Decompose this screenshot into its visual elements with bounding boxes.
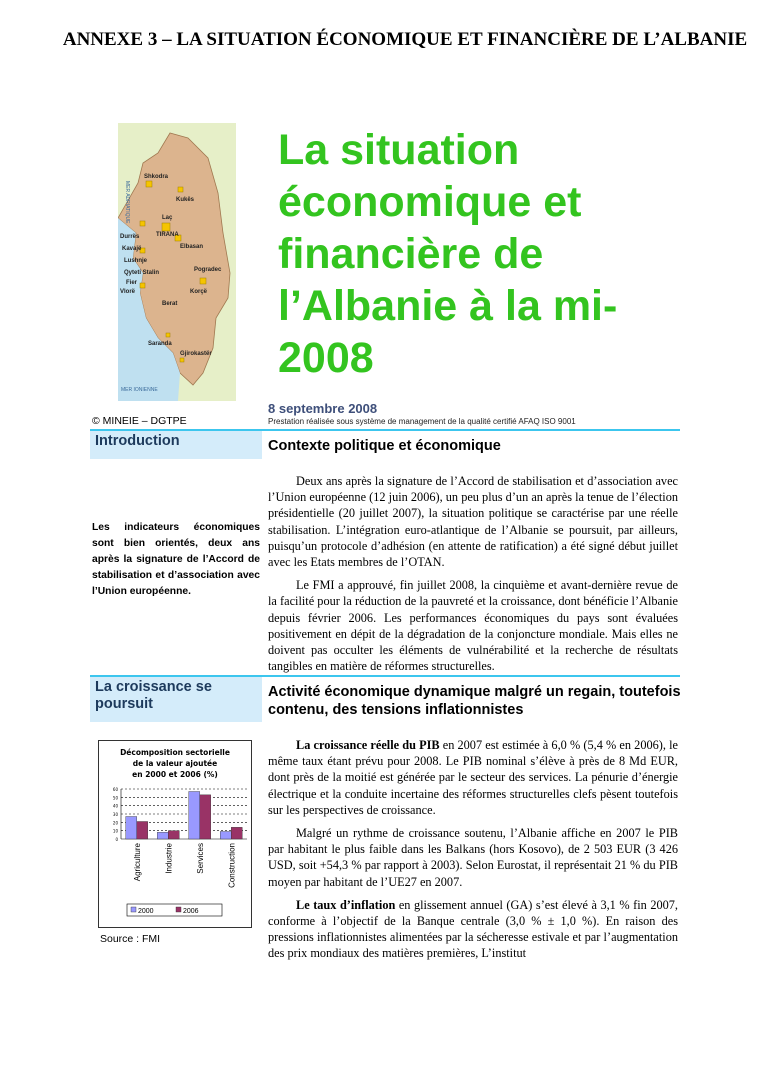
bold-term: La croissance réelle du PIB [296, 738, 440, 752]
section-body [268, 473, 678, 681]
map-label: Shkodra [144, 174, 169, 180]
albania-map [118, 123, 236, 401]
legend-label: 2000 [138, 908, 154, 915]
bold-term: Le taux d’inflation [296, 897, 396, 912]
y-tick-label: 10 [112, 828, 118, 834]
chart-title-line: de la valeur ajoutée [132, 759, 218, 768]
map-label: Korçë [190, 289, 208, 295]
map-label: Gjirokastër [180, 351, 212, 357]
x-tick-label: Industrie [164, 843, 174, 874]
certification-note: Prestation réalisée sous système de management de la qualité certifié AFAQ ISO 9001 [268, 417, 576, 426]
bar-2000-industrie [157, 832, 168, 839]
paragraph: Le FMI a approuvé, fin juillet 2008, la cinquième et avant-dernière revue de la facilité pour la réduction de la pauvreté et la croissance, dont bénéficie l’Albanie depuis février 2006. Les performances économiques du pays sont évaluées positivement en dépit de la dégradation de la conjoncture mondiale. Mais elles ne doivent pas occulter les éléments de vulnérabilité et la recherche de résultats tangibles en matière de réformes structurelles. [268, 578, 678, 674]
map-label-sea: MER ADRIATIQUE [124, 181, 130, 224]
map-label: Vlorë [120, 289, 136, 295]
bar-2006-services [200, 795, 211, 839]
main-title: La situation économique et financière de l’Albanie à la mi-2008 [278, 126, 618, 382]
map-label: Laç [162, 215, 173, 221]
section-heading: Activité économique dynamique malgré un regain, toutefois contenu, des tensions inflationnistes [268, 684, 681, 718]
map-label: Fier [126, 280, 138, 286]
section-heading: Contexte politique et économique [268, 438, 501, 454]
bar-2000-services [189, 792, 200, 840]
sidenote: Les indicateurs économiques sont bien orientés, deux ans après la signature de l’Accord de stabilisation et d’association avec l’Union européenne. [92, 522, 260, 597]
chart-svg [99, 741, 251, 927]
map-label: TIRANA [156, 232, 179, 238]
y-tick-label: 50 [112, 795, 118, 801]
map-label: Berat [162, 301, 178, 307]
section-label-introduction: Introduction [90, 431, 262, 459]
paragraph [268, 737, 678, 818]
bar-2000-agriculture [126, 817, 137, 840]
paragraph [268, 897, 678, 962]
x-tick-label: Construction [227, 843, 237, 888]
map-label: Qyteti Stalin [124, 270, 160, 276]
y-tick-label: 0 [115, 837, 118, 842]
legend-label: 2006 [183, 908, 199, 915]
map-label: Elbasan [180, 244, 204, 250]
y-tick-label: 30 [112, 812, 118, 817]
chart-title-line: en 2000 et 2006 (%) [132, 770, 218, 779]
paragraph-text: en 2007 est estimée à 6,0 % (5,4 % en 2006), le même taux étant prévu pour 2008. Le PIB nominal s’élève à près de 8 Md EUR, dont près de la moitié est générée par le secteur des services. La pénurie d’énergie électrique et la conduite incertaine des réformes structurelles clefs pèsent toutefois sur les perspectives de croissance. [268, 738, 678, 817]
map-label: Lushnje [124, 258, 148, 264]
annex-title: ANNEXE 3 – LA SITUATION ÉCONOMIQUE ET FINANCIÈRE DE L’ALBANIE [62, 29, 748, 50]
x-tick-label: Agriculture [132, 843, 142, 882]
paragraph: Deux ans après la signature de l’Accord de stabilisation et d’association avec l’Union européenne (12 juin 2006), un peu plus d’un an après la tenue de l’élection présidentielle (20 juillet 2007), la situation politique se caractérise par une réelle stabilisation. L’intégration euro-atlantique de l’Albanie se poursuit, par ailleurs, puisqu’un protocole d’adhésion (en attente de ratification) a été signé début juillet avec les Etats membres de l’OTAN. [268, 474, 678, 570]
paragraph-text: en glissement annuel (GA) s’est élevé à 3,1 % fin 2007, conforme à l’objectif de la Banque centrale (3,0 % ± 1,0 %). En raison des pressions inflationnistes alimentées par la sécheresse estivale et par l’augmentation des prix mondiaux des matières premières, L’institut [268, 897, 678, 961]
sector-chart [98, 740, 252, 928]
y-tick-label: 60 [112, 787, 118, 792]
y-tick-label: 20 [112, 820, 118, 826]
map-label: Durrës [120, 234, 140, 240]
x-tick-label: Services [195, 843, 205, 874]
map-label: Saranda [148, 341, 172, 347]
map-label-sea: MER IONIENNE [121, 387, 158, 393]
paragraph: Malgré un rythme de croissance soutenu, l’Albanie affiche en 2007 le PIB par habitant le plus faible dans les Balkans (hors Kosovo), de 2 503 EUR (3 426 USD, soit +54,3 % par rapport à 2003). Selon Eurostat, il représentait 21 % du PIB moyen par habitant de l’UE27 en 2007. [268, 826, 678, 889]
bar-2006-construction [231, 827, 242, 839]
map-label: Kukës [176, 197, 195, 203]
legend-swatch [176, 907, 181, 912]
bar-2000-construction [220, 832, 231, 840]
copyright: © MINEIE – DGTPE [92, 415, 187, 427]
bar-2006-agriculture [137, 822, 148, 840]
chart-source: Source : FMI [100, 933, 161, 945]
map-label: Kavajë [122, 246, 142, 252]
section-body [268, 737, 678, 969]
publication-date: 8 septembre 2008 [268, 401, 378, 416]
section-label-croissance: La croissance se poursuit [90, 677, 262, 722]
chart-title-line: Décomposition sectorielle [120, 748, 230, 757]
legend-swatch [131, 907, 136, 912]
map-label: Pogradec [194, 267, 222, 273]
y-tick-label: 40 [112, 803, 118, 809]
bar-2006-industrie [168, 831, 179, 839]
